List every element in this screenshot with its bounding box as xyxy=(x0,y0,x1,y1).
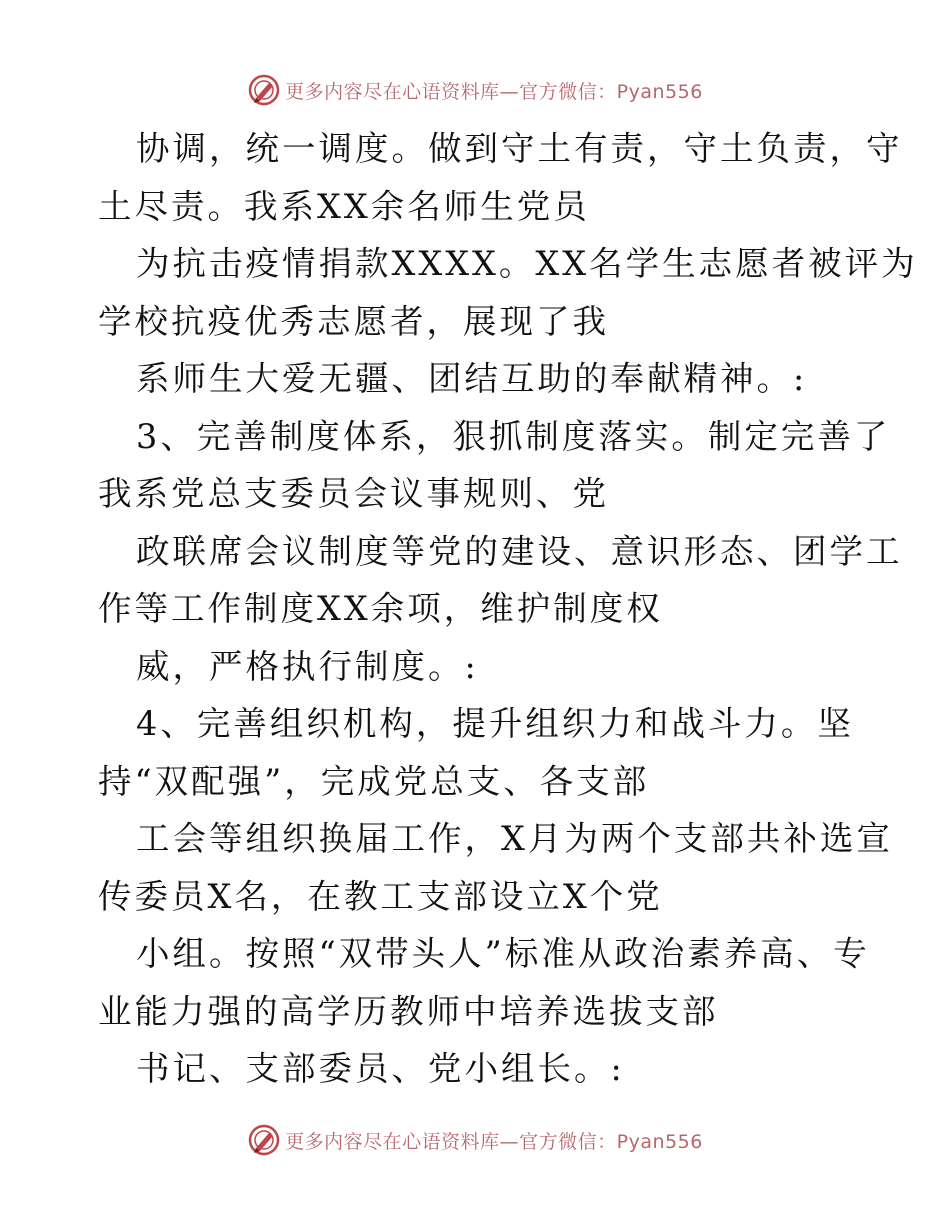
text-line: 业能力强的高学历教师中培养选拔支部 xyxy=(98,991,719,1031)
text-line: 3、完善制度体系，狠抓制度落实。制定完善了 xyxy=(136,416,891,456)
text-line: 土尽责。我系XX余名师生党员 xyxy=(98,186,590,226)
footer-banner xyxy=(0,1120,950,1160)
text-line: 4、完善组织机构，提升组织力和战斗力。坚 xyxy=(136,704,854,743)
text-line: 系师生大爱无疆、团结互助的奉献精神。: xyxy=(136,359,808,398)
text-line: 威，严格执行制度。: xyxy=(136,646,479,686)
text-line: 书记、支部委员、党小组长。: xyxy=(136,1049,625,1088)
header-banner-text: 更多内容尽在心语资料库—官方微信：Pyan556 xyxy=(285,80,703,103)
document-body xyxy=(98,120,918,1098)
text-line: 持“双配强”，完成党总支、各支部 xyxy=(98,761,650,801)
pen-logo-icon xyxy=(247,73,281,107)
footer-banner-text: 更多内容尽在心语资料库—官方微信：Pyan556 xyxy=(285,1130,703,1153)
text-line: 为抗击疫情捐款XXXX。XX名学生志愿者被评为 xyxy=(136,244,918,283)
text-line: 我系党总支委员会议事规则、党 xyxy=(98,474,609,513)
text-line: 传委员X名，在教工支部设立X个党 xyxy=(98,876,663,916)
text-line: 协调，统一调度。做到守土有责，守土负责，守 xyxy=(136,129,903,168)
header-banner xyxy=(0,70,950,110)
text-line: 作等工作制度XX余项，维护制度权 xyxy=(98,589,663,628)
text-line: 政联席会议制度等党的建设、意识形态、团学工 xyxy=(136,531,903,571)
pen-logo-icon xyxy=(247,1123,281,1157)
text-line: 工会等组织换届工作，X月为两个支部共补选宣 xyxy=(136,819,893,858)
text-line: 学校抗疫优秀志愿者，展现了我 xyxy=(98,301,609,341)
text-line: 小组。按照“双带头人”标准从政治素养高、专 xyxy=(136,934,870,973)
